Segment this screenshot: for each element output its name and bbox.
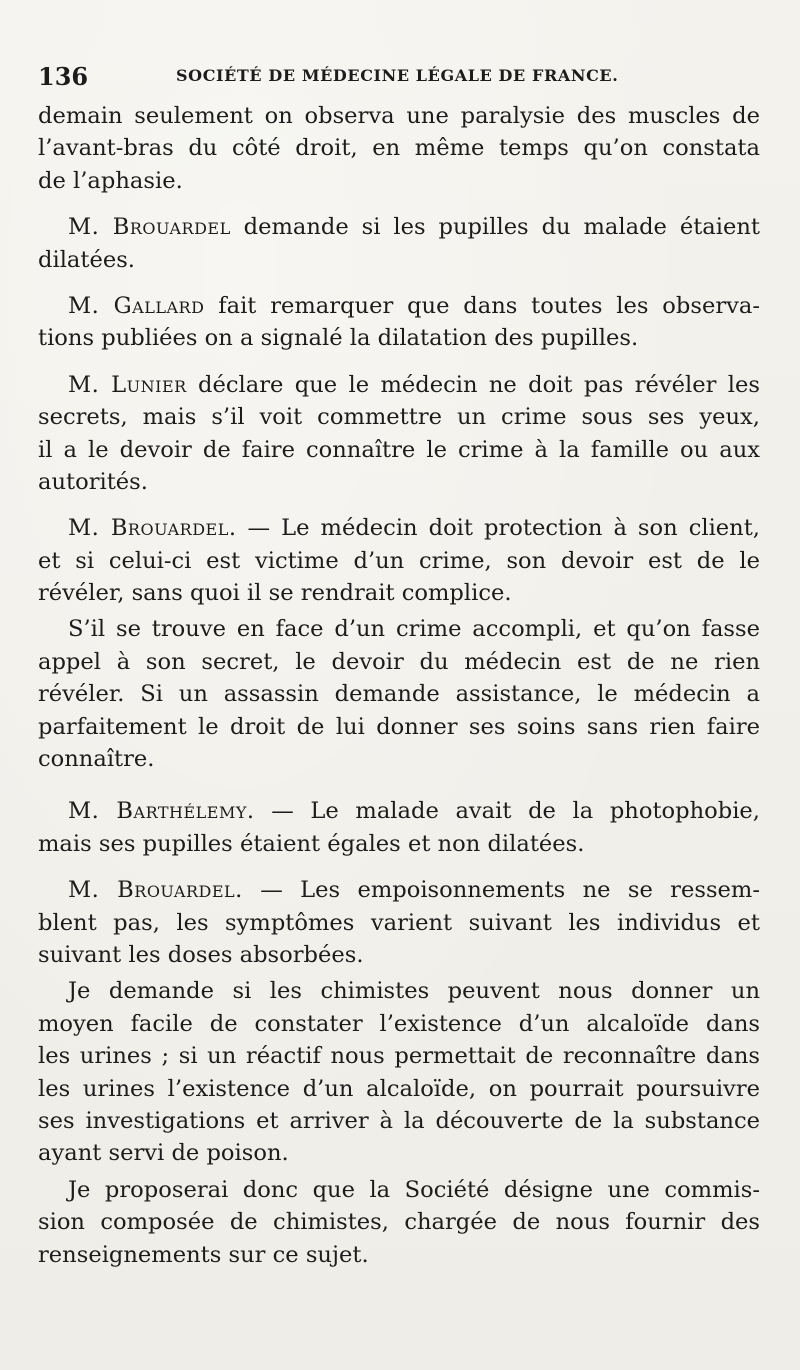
text-line: M. Brouardel demande si les pupilles du malade étaient [68, 214, 760, 241]
paragraph [38, 795, 760, 860]
paragraph [38, 1174, 760, 1271]
text-line: il a le devoir de faire connaître le crime à la famille ou aux [38, 436, 760, 463]
text-line: ses investigations et arriver à la découverte de la substance [38, 1107, 760, 1134]
speaker-name: M. Brouardel. [68, 877, 243, 904]
text-line: de l’aphasie. [38, 167, 183, 194]
text-line: les urines l’existence d’un alcaloïde, on pourrait poursuivre [38, 1075, 760, 1102]
speaker-name: M. Brouardel [68, 214, 231, 241]
paragraph [38, 211, 760, 276]
page-number: 136 [38, 62, 89, 91]
text-line: M. Brouardel. — Les empoisonnements ne se ressem- [68, 877, 760, 904]
paragraph [38, 512, 760, 609]
text-line: et si celui-ci est victime d’un crime, son devoir est de le [38, 547, 760, 574]
page-header [38, 62, 758, 94]
text-line: autorités. [38, 468, 148, 495]
text-line: l’avant-bras du côté droit, en même temps qu’on constata [38, 135, 760, 162]
text-line: les urines ; si un réactif nous permettait de reconnaître dans [38, 1043, 760, 1070]
page-body [38, 100, 760, 1271]
speaker-name: M. Lunier [68, 371, 187, 398]
text-line: moyen facile de constater l’existence d’un alcaloïde dans [38, 1010, 760, 1037]
text-line: M. Barthélemy. — Le malade avait de la photophobie, [68, 798, 760, 825]
text-line: Je proposerai donc que la Société désigne une commis- [68, 1176, 760, 1203]
text-line: appel à son secret, le devoir du médecin est de ne rien [38, 648, 760, 675]
speaker-name: M. Gallard [68, 292, 205, 319]
text-line: S’il se trouve en face d’un crime accompli, et qu’on fasse [68, 616, 760, 643]
text-line: révéler. Si un assassin demande assistance, le médecin a [38, 681, 760, 708]
text-line: connaître. [38, 746, 155, 773]
text-line: suivant les doses absorbées. [38, 941, 364, 968]
paragraph [38, 290, 760, 355]
speaker-name: M. Brouardel. [68, 515, 237, 542]
text-line: ayant servi de poison. [38, 1140, 289, 1167]
text-line: Je demande si les chimistes peuvent nous donner un [68, 978, 760, 1005]
text-line: M. Lunier déclare que le médecin ne doit pas révéler les [68, 371, 760, 398]
text-line: M. Gallard fait remarquer que dans toutes les observa- [68, 292, 760, 319]
text-line: secrets, mais s’il voit commettre un crime sous ses yeux, [38, 404, 760, 431]
speaker-name: M. Barthélemy. [68, 798, 255, 825]
text-line: blent pas, les symptômes varient suivant les individus et [38, 909, 760, 936]
text-line: sion composée de chimistes, chargée de nous fournir des [38, 1209, 760, 1236]
text-line: M. Brouardel. — Le médecin doit protection à son client, [68, 515, 760, 542]
text-line: parfaitement le droit de lui donner ses soins sans rien faire [38, 713, 760, 740]
paragraph [38, 975, 760, 1169]
running-head: SOCIÉTÉ DE MÉDECINE LÉGALE DE FRANCE. [176, 66, 619, 85]
text-line: révéler, sans quoi il se rendrait complice. [38, 580, 512, 607]
text-line: demain seulement on observa une paralysie des muscles de [38, 103, 760, 129]
paragraph [38, 369, 760, 499]
text-line: dilatées. [38, 246, 135, 273]
text-line: tions publiées on a signalé la dilatation des pupilles. [38, 325, 639, 352]
paragraph [38, 613, 760, 775]
paragraph [38, 874, 760, 971]
text-line: mais ses pupilles étaient égales et non dilatées. [38, 830, 585, 857]
paragraph [38, 100, 760, 197]
text-line: renseignements sur ce sujet. [38, 1241, 369, 1268]
